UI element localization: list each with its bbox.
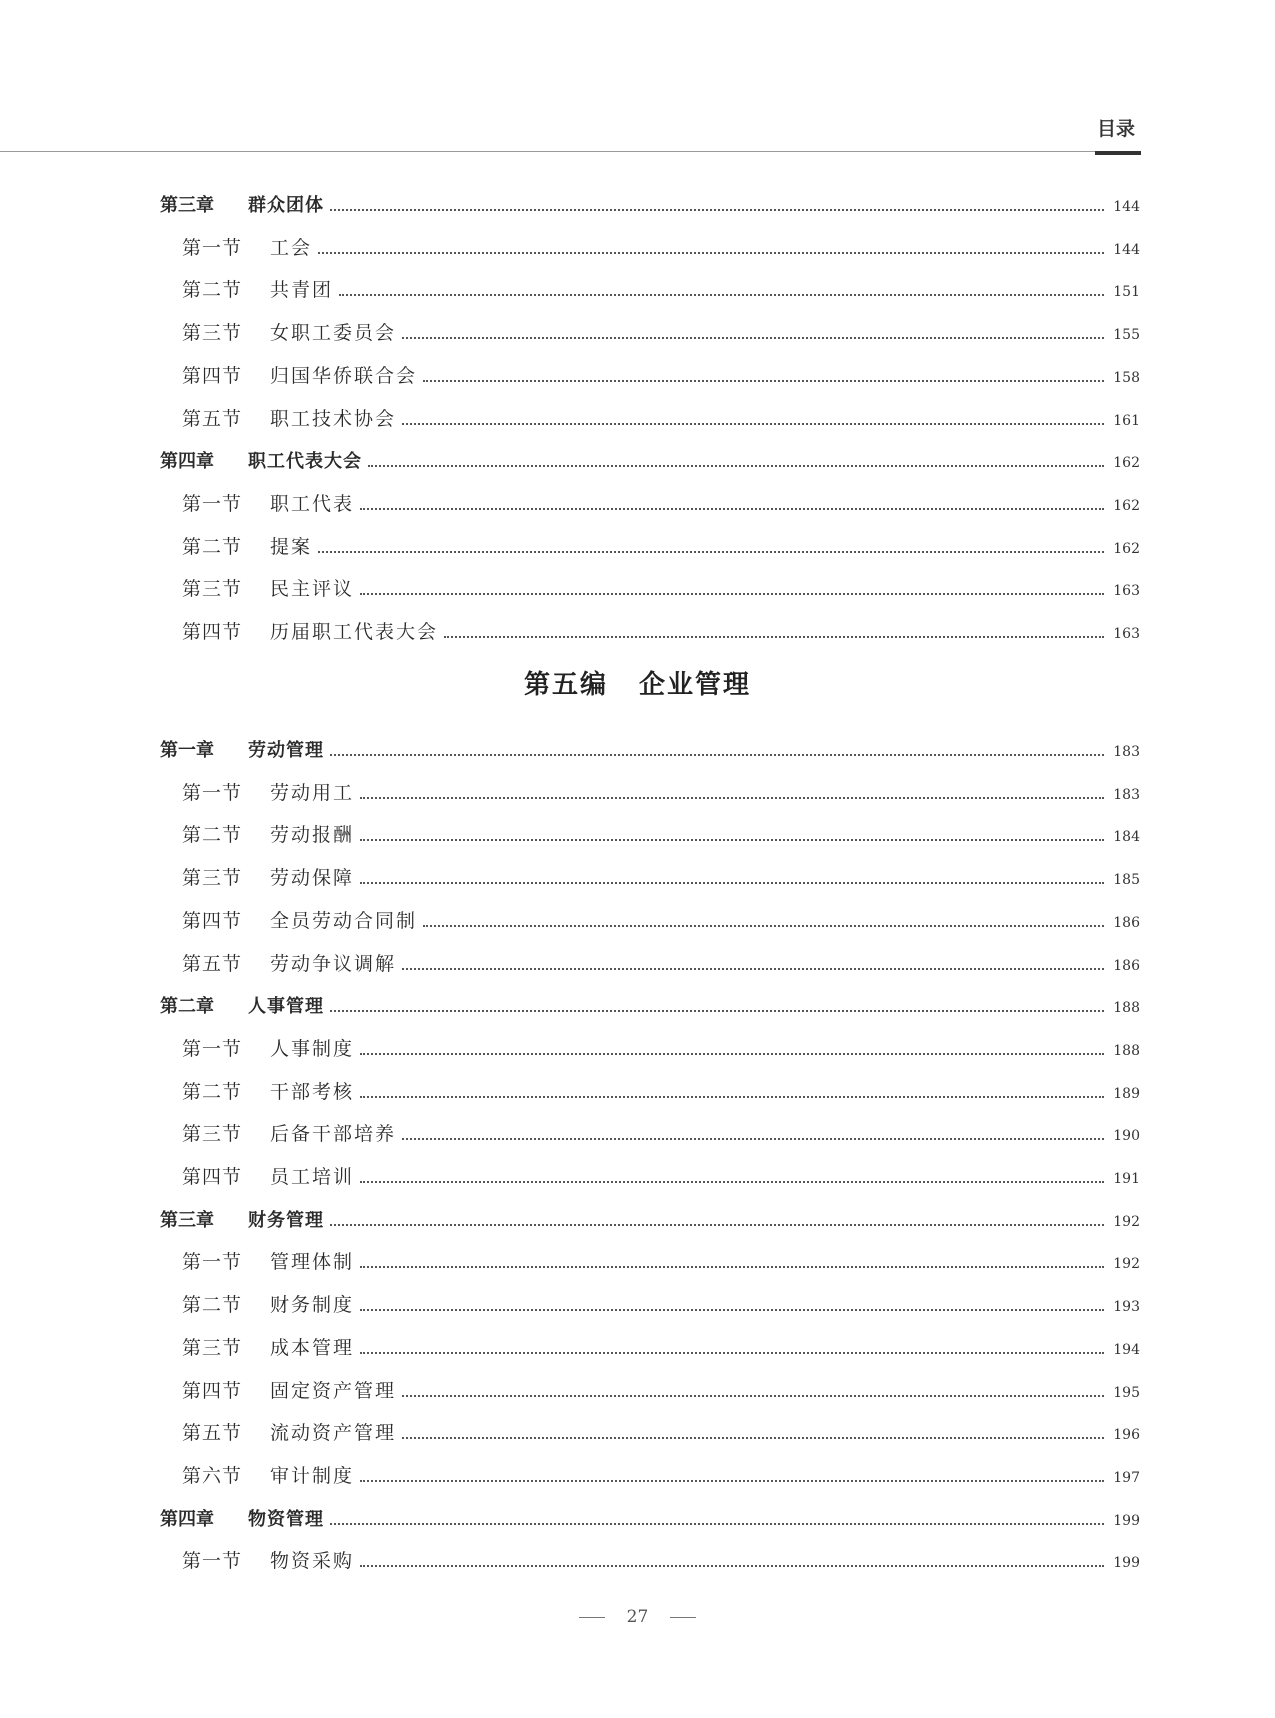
- toc-section-row: [182, 1074, 1140, 1104]
- toc-chapter-row: [160, 187, 1140, 217]
- toc-entry-number: 第四节: [182, 621, 243, 643]
- toc-entry-page: 193: [1113, 1299, 1140, 1316]
- toc-entry-number: 第五节: [182, 407, 243, 430]
- dot-leader: [360, 1309, 1104, 1311]
- toc-entry-number: 第四章: [160, 1508, 214, 1530]
- toc-entry-title: 人事管理: [248, 996, 324, 1018]
- toc-section-row: [182, 1287, 1140, 1317]
- toc-entry-page: 155: [1113, 327, 1140, 344]
- toc-entry-number: 第二节: [182, 824, 243, 847]
- toc-entry-page: 163: [1113, 583, 1140, 600]
- dot-leader: [330, 1010, 1104, 1012]
- toc-chapter-row: [160, 443, 1140, 473]
- toc-section-row: [182, 860, 1140, 890]
- toc-entry-page: 162: [1113, 455, 1140, 472]
- toc-entry-title: 共青团: [270, 279, 334, 302]
- toc-section-row: [182, 1330, 1140, 1360]
- toc-entry-number: 第五节: [182, 1422, 243, 1445]
- toc-entry-page: 151: [1113, 284, 1140, 301]
- toc-entry-title: 审计制度: [270, 1464, 355, 1487]
- toc-section-row: [182, 946, 1140, 976]
- toc-section-row: [182, 571, 1140, 601]
- toc-section-row: [182, 1159, 1140, 1189]
- dot-leader: [360, 839, 1104, 841]
- toc-entry-page: 191: [1113, 1171, 1140, 1187]
- toc-entry-title: 群众团体: [248, 195, 324, 216]
- toc-entry-page: 197: [1113, 1469, 1140, 1486]
- dot-leader: [330, 1224, 1104, 1226]
- dot-leader: [402, 337, 1104, 339]
- toc-section-row: [182, 272, 1140, 302]
- toc-entry-title: 工会: [270, 236, 313, 259]
- toc-entry-number: 第六节: [182, 1464, 243, 1487]
- toc-entry-number: 第二章: [160, 996, 214, 1018]
- toc-entry-number: 第一节: [182, 1251, 243, 1274]
- part-label: 第五编: [523, 670, 608, 700]
- toc-entry-title: 管理体制: [270, 1251, 355, 1274]
- toc-entry-title: 财务管理: [248, 1209, 324, 1231]
- toc-entry-title: 后备干部培养: [270, 1123, 397, 1146]
- toc-chapter-row: [160, 1501, 1140, 1531]
- header-accent-bar: [1095, 151, 1141, 155]
- toc-entry-number: 第一节: [182, 236, 243, 259]
- toc-section-row: [182, 486, 1140, 516]
- toc-entry-number: 第一章: [160, 740, 214, 761]
- toc-section-row: [182, 817, 1140, 847]
- toc-entry-number: 第三节: [182, 578, 243, 601]
- header-rule: [0, 151, 1140, 152]
- toc-entry-page: 183: [1113, 744, 1140, 760]
- toc-section-row: [182, 614, 1140, 644]
- toc-section-row: [182, 775, 1140, 805]
- toc-entry-title: 员工培训: [270, 1166, 355, 1188]
- dot-leader: [360, 1352, 1104, 1354]
- dot-leader: [402, 423, 1104, 425]
- toc-entry-number: 第四节: [182, 1379, 243, 1402]
- toc-entry-page: 185: [1113, 872, 1140, 889]
- dot-leader: [360, 1181, 1104, 1183]
- toc-entry-page: 186: [1113, 957, 1140, 974]
- toc-entry-title: 物资管理: [248, 1508, 324, 1530]
- dot-leader: [402, 1395, 1104, 1397]
- toc-entry-title: 成本管理: [270, 1336, 355, 1359]
- toc-entry-page: 199: [1113, 1555, 1140, 1572]
- dot-leader: [402, 968, 1104, 970]
- dot-leader: [360, 1480, 1104, 1482]
- toc-entry-number: 第二节: [182, 1294, 243, 1317]
- toc-entry-number: 第三节: [182, 1123, 243, 1146]
- toc-entry-page: 189: [1113, 1085, 1140, 1102]
- toc-entry-page: 199: [1113, 1512, 1140, 1529]
- toc-entry-title: 劳动报酬: [270, 824, 355, 847]
- toc-section-row: [182, 1543, 1140, 1573]
- dot-leader: [318, 252, 1104, 254]
- toc-entry-page: 158: [1113, 369, 1140, 386]
- toc-entry-title: 职工代表: [270, 492, 355, 515]
- toc-entry-page: 196: [1113, 1427, 1140, 1444]
- toc-entry-number: 第三章: [160, 1209, 214, 1231]
- dot-leader: [360, 1266, 1104, 1268]
- part-name: 企业管理: [639, 670, 752, 700]
- toc-entry-page: 190: [1113, 1128, 1140, 1145]
- toc-entry-number: 第一节: [182, 781, 243, 804]
- toc-entry-title: 归国华侨联合会: [270, 364, 418, 387]
- toc-section-row: [182, 401, 1140, 431]
- toc-chapter-row: [160, 1202, 1140, 1232]
- toc-entry-title: 职工技术协会: [270, 407, 397, 430]
- toc-entry-number: 第三节: [182, 1336, 243, 1359]
- dot-leader: [360, 1053, 1104, 1055]
- toc-section-row: [182, 1373, 1140, 1403]
- toc-entry-title: 劳动保障: [270, 867, 355, 890]
- toc-entry-page: 192: [1113, 1213, 1140, 1230]
- toc-entry-title: 财务制度: [270, 1294, 355, 1317]
- toc-entry-number: 第一节: [182, 1037, 243, 1060]
- toc-entry-number: 第二节: [182, 279, 243, 302]
- page-footer: [0, 1607, 1275, 1627]
- toc-entry-page: 186: [1113, 914, 1140, 931]
- toc-section-row: [182, 358, 1140, 388]
- toc-entry-title: 劳动用工: [270, 781, 355, 804]
- toc-entry-page: 195: [1113, 1384, 1140, 1401]
- toc-entry-page: 183: [1113, 786, 1140, 803]
- page-number: 27: [626, 1607, 649, 1627]
- toc-entry-number: 第四节: [182, 1166, 243, 1188]
- toc-entry-page: 188: [1113, 1000, 1140, 1017]
- toc-entry-page: 188: [1113, 1042, 1140, 1059]
- toc-entry-page: 161: [1113, 412, 1140, 429]
- toc-entry-number: 第三节: [182, 322, 243, 345]
- toc-entry-title: 固定资产管理: [270, 1379, 397, 1402]
- dot-leader: [368, 465, 1104, 467]
- toc-entry-title: 物资采购: [270, 1550, 355, 1573]
- toc-section-row: [182, 1244, 1140, 1274]
- toc-entry-title: 提案: [270, 535, 313, 558]
- toc-chapter-row: [160, 988, 1140, 1018]
- dot-leader: [318, 551, 1104, 553]
- footer-dash-left: [579, 1617, 605, 1618]
- dot-leader: [444, 636, 1104, 638]
- toc-entry-number: 第三节: [182, 867, 243, 890]
- dot-leader: [360, 1096, 1104, 1098]
- toc-section-row: [182, 230, 1140, 260]
- toc-section-row: [182, 1415, 1140, 1445]
- toc-entry-page: 162: [1113, 540, 1140, 557]
- dot-leader: [402, 1138, 1104, 1140]
- toc-entry-title: 劳动管理: [248, 740, 324, 761]
- toc-section-row: [182, 529, 1140, 559]
- dot-leader: [402, 1437, 1104, 1439]
- toc-section-row: [182, 1031, 1140, 1061]
- dot-leader: [423, 380, 1104, 382]
- toc-entry-page: 163: [1113, 626, 1140, 642]
- toc-section-row: [182, 903, 1140, 933]
- dot-leader: [360, 1565, 1104, 1567]
- toc-entry-title: 劳动争议调解: [270, 952, 397, 975]
- toc-entry-page: 162: [1113, 497, 1140, 514]
- toc-entry-number: 第二节: [182, 535, 243, 558]
- footer-dash-right: [670, 1617, 696, 1618]
- running-header-title: 目录: [1096, 118, 1135, 140]
- dot-leader: [360, 882, 1104, 884]
- toc-chapter-row: [160, 732, 1140, 762]
- toc-entry-number: 第三章: [160, 195, 214, 216]
- toc-entry-number: 第四节: [182, 364, 243, 387]
- dot-leader: [330, 1523, 1104, 1525]
- toc-entry-title: 民主评议: [270, 578, 355, 601]
- toc-entry-title: 人事制度: [270, 1037, 355, 1060]
- toc-entry-title: 干部考核: [270, 1080, 355, 1103]
- dot-leader: [423, 925, 1104, 927]
- toc-entry-page: 144: [1113, 241, 1140, 258]
- toc-section-row: [182, 315, 1140, 345]
- toc-entry-title: 女职工委员会: [270, 322, 397, 345]
- toc-entry-title: 职工代表大会: [248, 451, 362, 473]
- toc-entry-number: 第二节: [182, 1080, 243, 1103]
- toc-entry-number: 第四节: [182, 909, 243, 932]
- dot-leader: [360, 797, 1104, 799]
- toc-section-row: [182, 1116, 1140, 1146]
- toc-entry-number: 第四章: [160, 451, 214, 473]
- toc-entry-title: 历届职工代表大会: [270, 621, 439, 643]
- toc-entry-number: 第五节: [182, 952, 243, 975]
- toc-entry-page: 184: [1113, 829, 1140, 846]
- toc-entry-number: 第一节: [182, 492, 243, 515]
- toc-entry-page: 144: [1113, 199, 1140, 215]
- toc-entry-number: 第一节: [182, 1550, 243, 1573]
- dot-leader: [360, 508, 1104, 510]
- toc-section-row: [182, 1458, 1140, 1488]
- toc-entry-title: 全员劳动合同制: [270, 909, 418, 932]
- toc-entry-title: 流动资产管理: [270, 1422, 397, 1445]
- dot-leader: [360, 593, 1104, 595]
- part-heading: [0, 664, 1275, 701]
- toc-entry-page: 194: [1113, 1341, 1140, 1358]
- dot-leader: [339, 294, 1104, 296]
- toc-entry-page: 192: [1113, 1256, 1140, 1273]
- dot-leader: [330, 209, 1104, 211]
- dot-leader: [330, 754, 1104, 756]
